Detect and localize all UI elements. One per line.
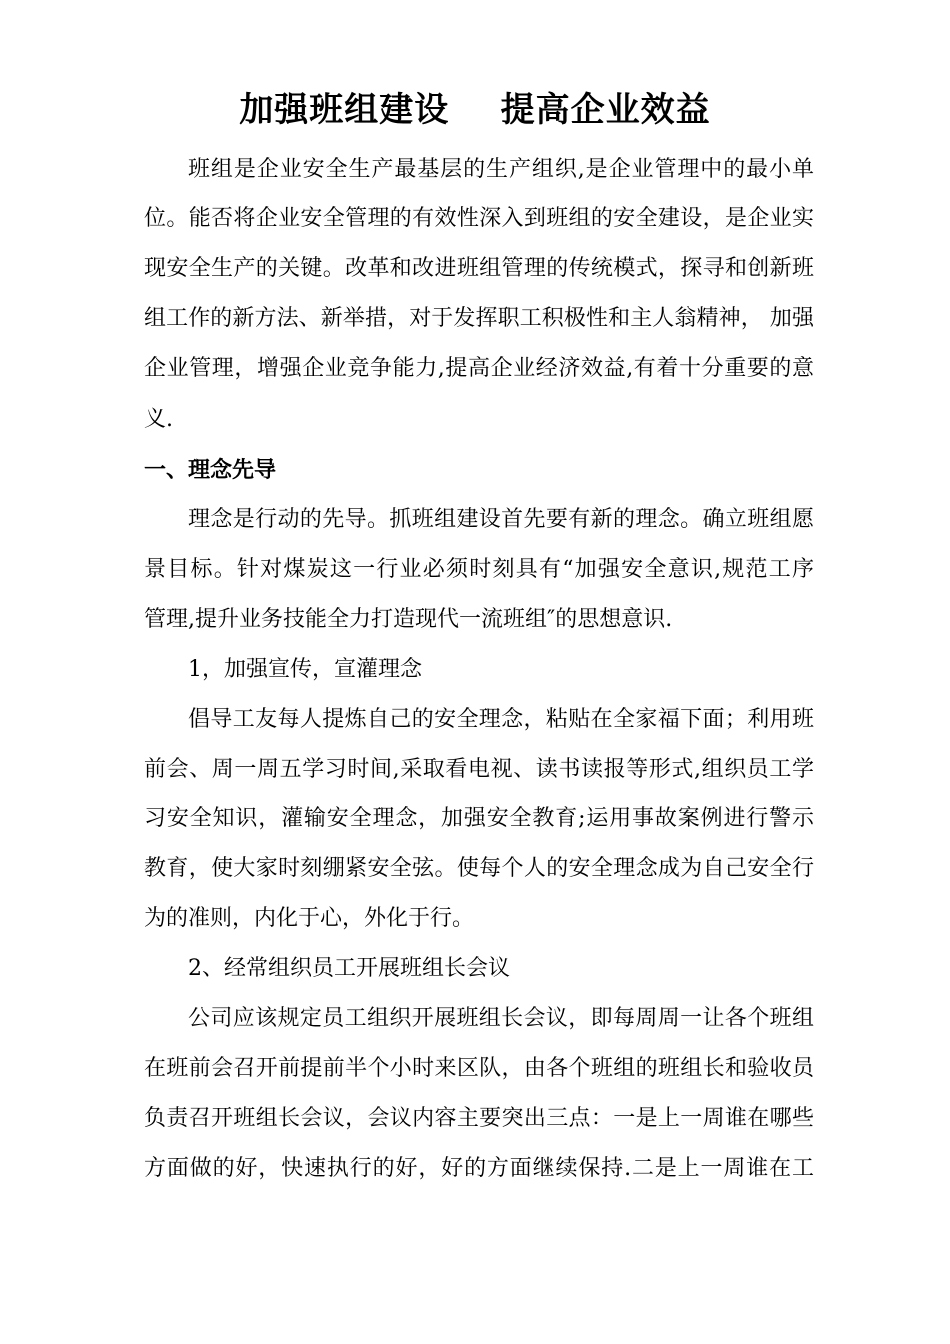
paragraph-line: 为的准则，内化于心，外化于行。: [144, 906, 475, 931]
paragraph-line: 习安全知识，灌输安全理念，加强安全教育;运用事故案例进行警示: [144, 806, 814, 831]
paragraph-line: 方面做的好，快速执行的好，好的方面继续保持.二是上一周谁在工: [144, 1156, 814, 1181]
subsection-heading: 1，加强宣传，宣灌理念: [188, 657, 422, 682]
section-heading: 一、理念先导: [144, 457, 277, 483]
paragraph-line: 倡导工友每人提炼自己的安全理念，粘贴在全家福下面；利用班: [188, 707, 814, 732]
paragraph-line: 负责召开班组长会议，会议内容主要突出三点：一是上一周谁在哪些: [144, 1106, 814, 1131]
paragraph-line: 管理,提升业务技能全力打造现代一流班组″的思想意识.: [144, 607, 673, 632]
paragraph-line: 组工作的新方法、新举措，对于发挥职工积极性和主人翁精神， 加强: [144, 306, 814, 331]
paragraph-line: 理念是行动的先导。抓班组建设首先要有新的理念。确立班组愿: [188, 507, 814, 532]
paragraph-line: 义.: [144, 407, 173, 432]
paragraph-line: 公司应该规定员工组织开展班组长会议，即每周周一让各个班组: [188, 1006, 814, 1031]
paragraph-line: 现安全生产的关键。改革和改进班组管理的传统模式，探寻和创新班: [144, 256, 814, 281]
paragraph-line: 教育，使大家时刻绷紧安全弦。使每个人的安全理念成为自己安全行: [144, 856, 814, 881]
paragraph-line: 在班前会召开前提前半个小时来区队，由各个班组的班组长和验收员: [144, 1056, 814, 1081]
subsection-heading: 2、经常组织员工开展班组长会议: [188, 956, 510, 981]
paragraph-line: 企业管理，增强企业竞争能力,提高企业经济效益,有着十分重要的意: [144, 356, 814, 381]
paragraph-line: 班组是企业安全生产最基层的生产组织,是企业管理中的最小单: [188, 157, 814, 182]
paragraph-line: 位。能否将企业安全管理的有效性深入到班组的安全建设，是企业实: [144, 206, 814, 231]
document-title: 加强班组建设 提高企业效益: [239, 90, 711, 130]
paragraph-line: 景目标。针对煤炭这一行业必须时刻具有“加强安全意识,规范工序: [144, 557, 814, 582]
paragraph-line: 前会、周一周五学习时间,采取看电视、读书读报等形式,组织员工学: [144, 757, 814, 782]
